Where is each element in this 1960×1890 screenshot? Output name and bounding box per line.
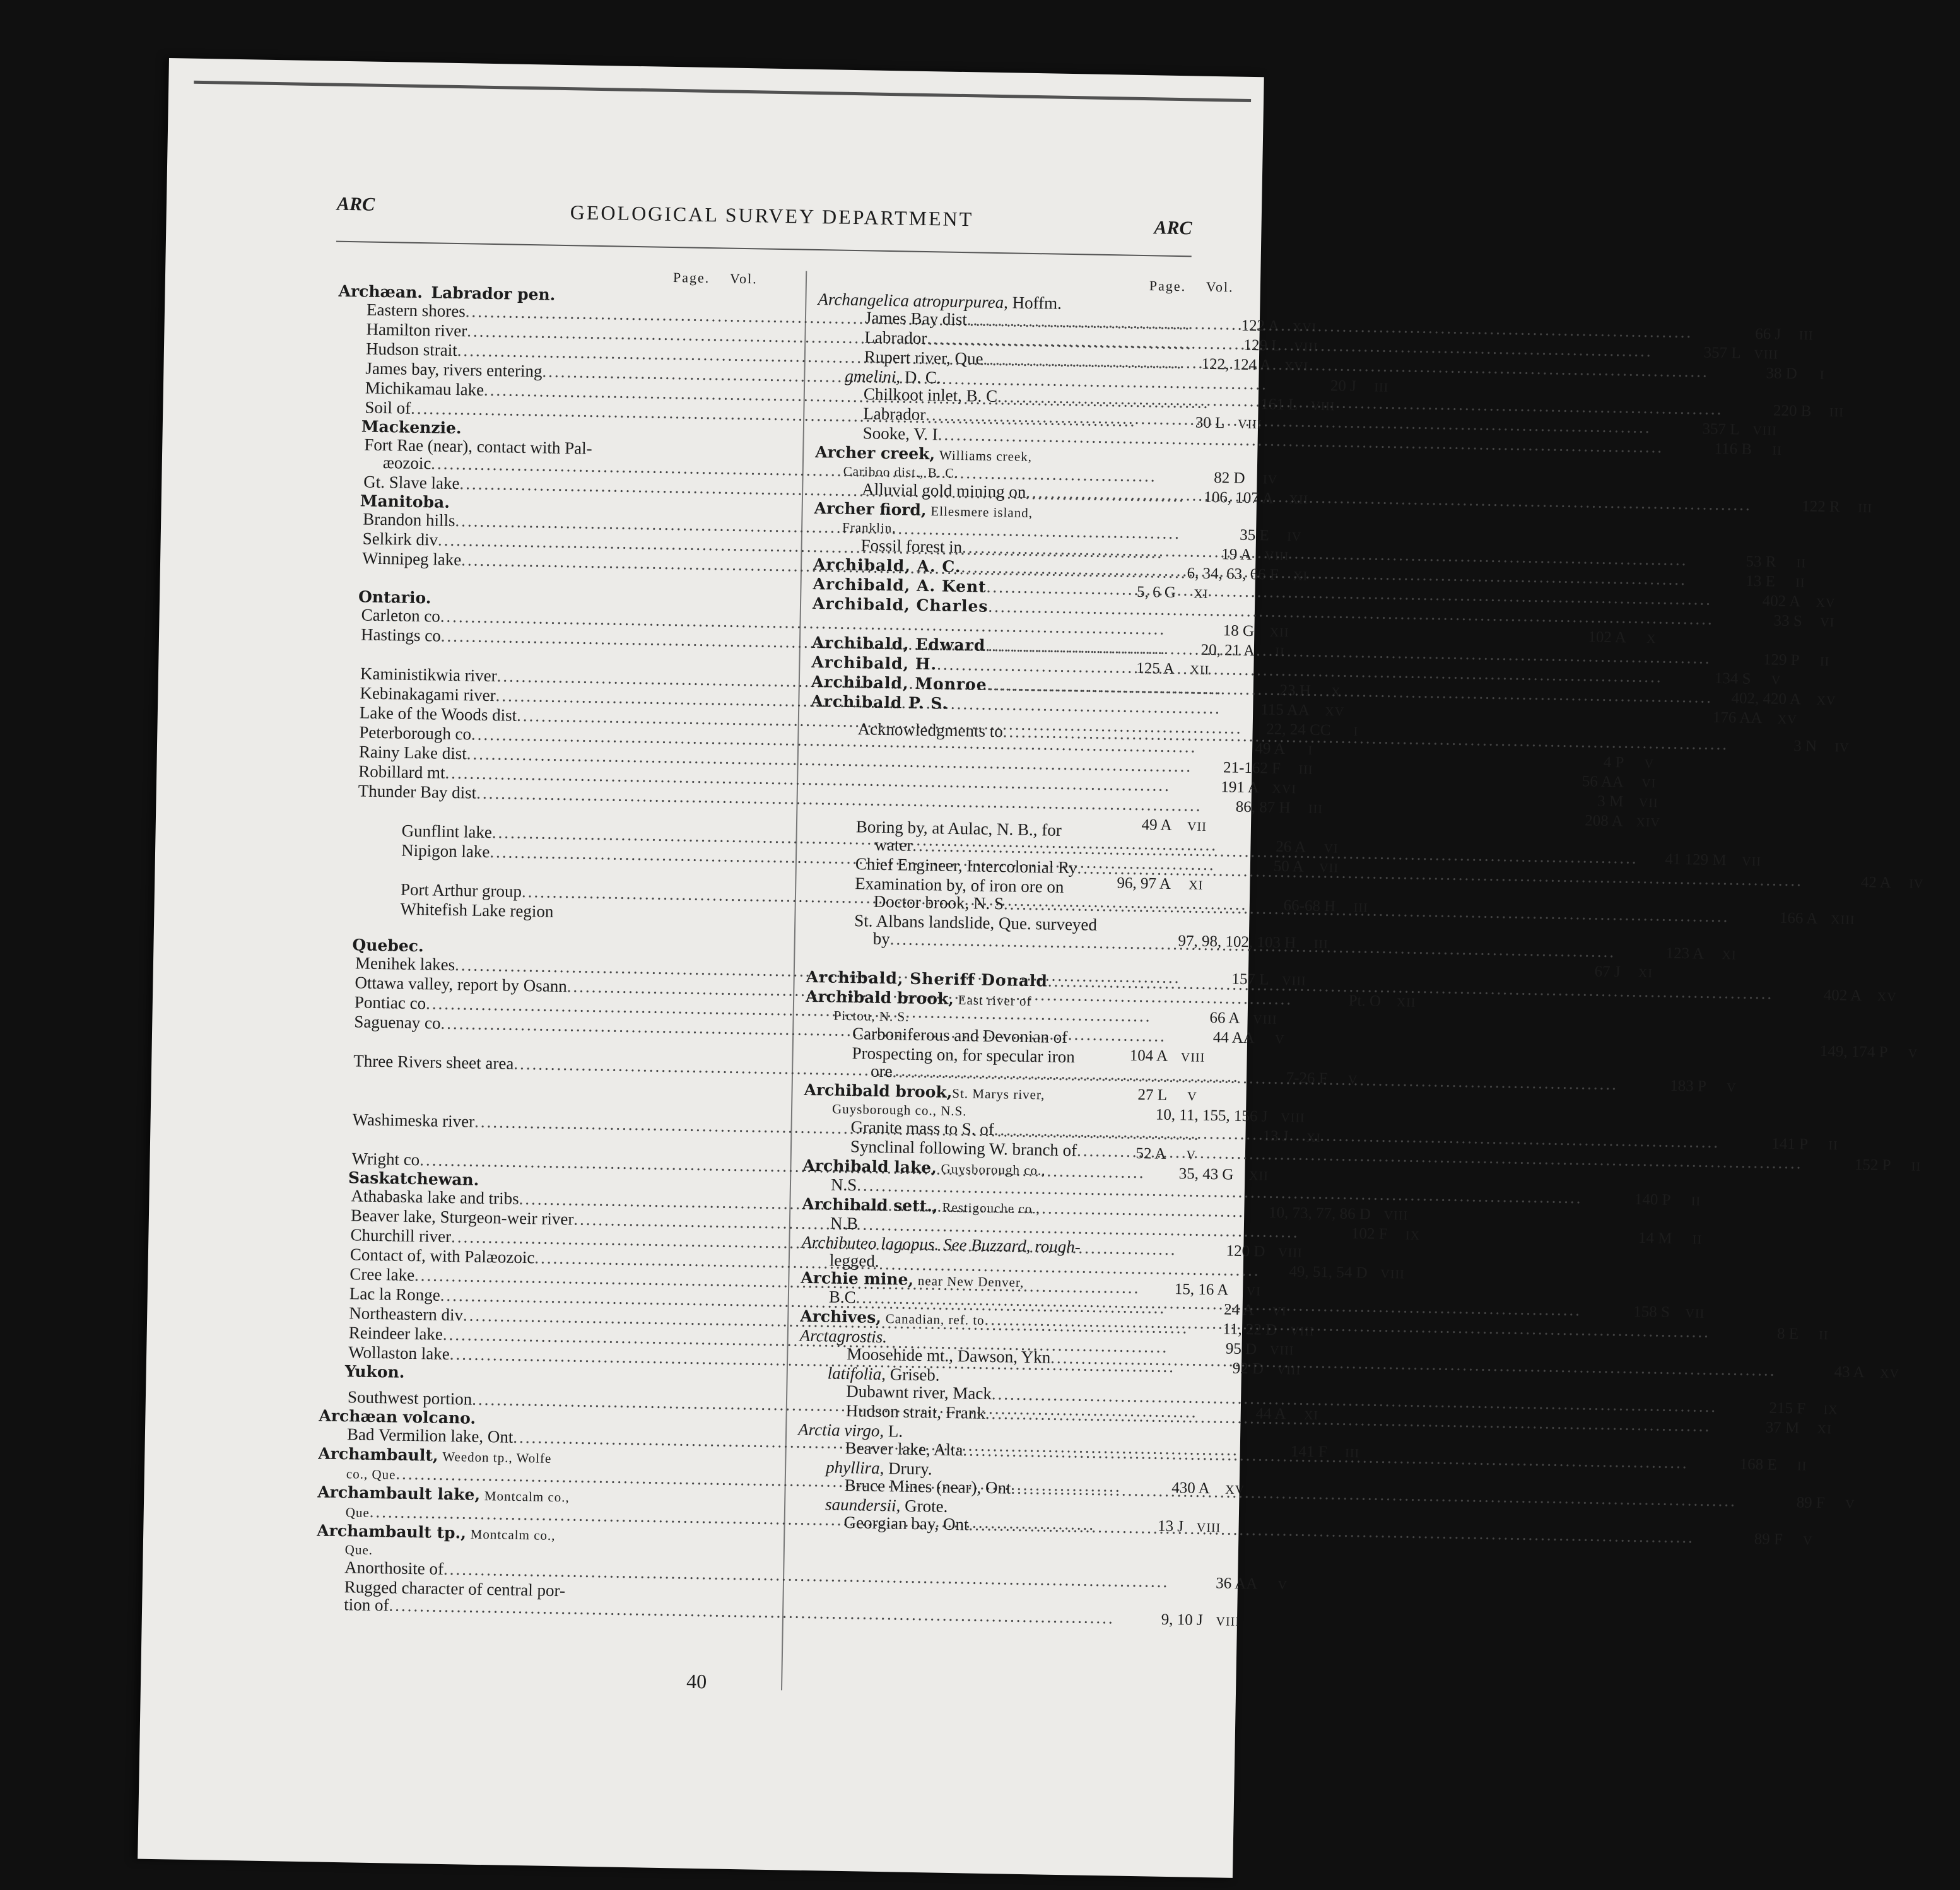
entry-heading: saundersii, Grote. <box>824 1494 948 1516</box>
index-entry: tion of ..... 9, 10 J VIII <box>315 1595 770 1623</box>
index-entry: Labrador ..... 357 L VIII <box>817 327 1271 355</box>
entry-heading-cont: Guysborough co., N.S. <box>831 1101 967 1119</box>
vol-column-label: Vol. <box>1206 278 1234 295</box>
running-head-left: ARC <box>336 193 375 215</box>
entry-heading: Archibald brook, East river of <box>805 987 1032 1009</box>
entry-heading: Archibald brook,St. Marys river, <box>804 1080 1045 1103</box>
index-entry-cont: 97, 98, 102, 103 H III <box>1178 932 1329 952</box>
index-entry: Archibald, H. ..... 134 S V <box>811 653 1265 681</box>
entry-heading: Archambault lake, Montcalm co., <box>317 1482 570 1505</box>
subheading: Mackenzie. <box>361 417 462 438</box>
entry-heading: Archæan volcano. <box>319 1406 476 1428</box>
index-entry: Moosehide mt., Dawson, Ykn ..... 43 A XV <box>799 1344 1253 1372</box>
index-entry: Hudson strait ..... 122, 124 A XVI <box>337 339 792 367</box>
index-entry: Athabaska lake and tribs ..... 10, 73, 77, 86 D VIII <box>322 1187 777 1214</box>
index-entry: Archibald, A. C. ..... 13 E II <box>813 555 1267 583</box>
entry-heading: Archibuteo lagopus. See Buzzard, rough- <box>801 1232 1081 1257</box>
index-entry: Thunder Bay dist ..... 86, 87 H III <box>329 782 783 809</box>
index-entry-cont: 96, 97 A XI <box>1117 874 1204 893</box>
index-entry: Contact of, with Palæozoic ..... 49, 51, 54 D VIII <box>322 1245 776 1273</box>
running-head-right: ARC <box>1154 217 1192 239</box>
subheading: Saskatchewan. <box>348 1168 479 1189</box>
index-entry: Dubawnt river, Mack ..... 215 F IX <box>799 1382 1253 1409</box>
index-entry-line: Examination by, of iron ore on <box>855 874 1064 896</box>
index-entry: Beaver lake, Sturgeon-weir river ..... 102 F IX <box>322 1206 777 1234</box>
index-entry: Carleton co ..... 18 G XII <box>332 606 787 633</box>
index-entry: Carboniferous and Devonian of 149, 174 P V <box>852 1024 1918 1061</box>
index-entry-cont: 67 J XI <box>1594 963 1653 981</box>
index-entry-line: Whitefish Lake region <box>400 899 554 921</box>
index-entry: by ..... 123 A XI <box>807 929 1261 956</box>
index-entry-cont: 125 A XII <box>1136 659 1210 678</box>
index-entry: Nipigon lake ..... 50 A VII <box>329 840 783 868</box>
entry-heading: Archibald sett., Restigouche co., <box>802 1194 1041 1217</box>
index-entry: Beaver lake, Alta ..... 168 E II <box>797 1438 1252 1466</box>
index-entry: Wollaston lake ..... 92 D VIII <box>320 1342 774 1370</box>
index-entry: Gt. Slave lake ..... 106, 107 A XII <box>335 472 789 500</box>
index-entry: Three Rivers sheet area ..... 7-26 F V <box>325 1052 779 1079</box>
entry-heading: gmelini, D. C. <box>845 366 941 387</box>
index-entry-cont: 208 A XIV <box>1585 812 1661 830</box>
index-entry: Bad Vermilion lake, Ont ..... 141 F III <box>319 1424 773 1452</box>
index-entry-cont: 27 L V <box>1137 1086 1197 1104</box>
index-entry: Archibald, Charles ..... 33 S VI <box>813 594 1267 622</box>
index-entry-cont: 104 A VIII <box>1129 1047 1206 1065</box>
index-entry: Fossil forest in ..... 53 R II <box>813 536 1267 563</box>
subheading: Manitoba. <box>360 491 450 512</box>
index-entry: Hudson strait, Frank ..... 37 M XI <box>798 1401 1252 1429</box>
index-entry: æozoic ..... 82 D IV <box>336 453 790 481</box>
index-entry: Saguenay co ..... 44 AA V <box>326 1012 780 1040</box>
index-entry: Eastern shores ..... 122 A XVI <box>338 300 792 328</box>
index-entry-cont: 3 M VII <box>1597 792 1658 811</box>
index-entry: N.B 14 M II <box>830 1213 1703 1247</box>
index-entry: Michikamau lake ..... 161 L VIII <box>337 379 791 406</box>
subheading: Quebec. <box>352 936 424 956</box>
index-entry-cont: 10, 11, 155, 156 J VIII <box>1155 1106 1305 1125</box>
entry-heading: Arctia virgo, L. <box>797 1419 903 1441</box>
index-entry: Archives, Canadian, ref. to ..... 8 E II <box>800 1307 1254 1335</box>
entry-heading-cont: Cariboo dist., B. C. <box>843 463 959 481</box>
running-head-title: GEOLOGICAL SURVEY DEPARTMENT <box>570 201 974 231</box>
index-entry-cont: 52 A V <box>1136 1145 1197 1163</box>
index-entry: Winnipeg lake ..... 6, 34, 63, 66 F XI <box>334 549 788 577</box>
entry-heading: Arctagrostis. <box>799 1325 888 1347</box>
index-entry: Acknowledgments to ..... 3 N IV <box>810 719 1264 747</box>
index-entry: Northeastern div ..... 11, 22 D VIII <box>320 1303 775 1331</box>
index-entry: Sooke, V. I ..... 116 B II <box>816 423 1270 451</box>
entry-heading: Archangelica atropurpurea, Hoffm. <box>818 290 1062 313</box>
index-entry: Rainy Lake dist ..... 21-162 F III <box>331 742 785 770</box>
entry-heading: Archambault, Weedon tp., Wolfe <box>318 1444 552 1466</box>
index-entry: Bruce Mines (near), Ont ..... 89 F V <box>797 1476 1251 1503</box>
index-entry-cont: 56 AA VI <box>1581 773 1657 791</box>
index-entry-line: Prospecting on, for specular iron <box>852 1043 1076 1067</box>
index-entry-cont: 5, 6 G XI <box>1136 583 1209 601</box>
index-entry: Hamilton river ..... 129 L VIII <box>337 320 792 348</box>
vol-column-label: Vol. <box>729 270 758 287</box>
document-page <box>138 58 1924 1878</box>
index-entry: Kebinakagami river ..... 115 AA XV <box>331 684 785 712</box>
index-entry: Washimeska river ..... 13 J XI <box>324 1110 778 1138</box>
index-entry: water ..... 41 129 M VII <box>808 835 1262 862</box>
index-entry: Ottawa valley, report by Osann ..... Pt. O XII <box>326 973 780 1001</box>
index-entry: Cree lake ..... 15, 16 A VI <box>321 1265 775 1293</box>
index-entry: Southwest portion ..... 44 A XI <box>319 1387 773 1415</box>
entry-heading-cont: Franklin. <box>842 519 896 536</box>
index-entry: Chilkoot inlet, B. C ..... 220 B III <box>816 384 1270 412</box>
entry-heading-cont: Pictou, N. S. <box>833 1007 910 1024</box>
index-entry: Archibald P. S. 176 AA XV <box>811 691 1797 727</box>
index-entry: James Bay dist ..... 66 J III <box>818 308 1272 336</box>
index-entry: Labrador ..... 357 L VIII <box>816 404 1270 431</box>
entry-heading: Archambault tp., Montcalm co., <box>317 1521 556 1544</box>
entry-heading: latifolia, Griseb. <box>827 1363 940 1385</box>
index-entry: Rupert river, Que ..... 38 D I <box>817 347 1271 375</box>
index-entry: Peterborough co ..... 49 A I <box>331 723 785 751</box>
index-entry: Reindeer lake ..... 95 D VIII <box>320 1323 774 1351</box>
entry-heading: phyllira, Drury. <box>825 1457 932 1479</box>
entry-heading: Archer fiord, Ellesmere island, <box>814 498 1033 520</box>
entry-heading-cont: Que. <box>344 1542 373 1558</box>
page-column-label: Page. <box>1149 278 1187 295</box>
index-entry: Que ..... 13 J VIII <box>317 1501 772 1529</box>
index-entry: Archibald, Monroe ..... 402, 420 A XV <box>811 672 1265 700</box>
index-entry: Archibald, Sheriff Donald ..... 402 A XV <box>806 968 1260 995</box>
index-entry: Hastings co ..... 20, 21 A II <box>332 625 787 653</box>
index-entry: Anorthosite of ..... 36 AA V <box>316 1558 770 1585</box>
index-entry: Archibald, Edward ..... 129 P II <box>812 633 1266 661</box>
index-entry: Synclinal following W. branch of ..... 152 P II <box>803 1137 1257 1165</box>
index-entry: Lac la Ronge ..... 24 A VI <box>321 1284 775 1312</box>
index-entry: Brandon hills ..... 35 E IV <box>334 510 789 537</box>
entry-heading: Archer creek, Williams creek, <box>815 442 1033 464</box>
index-entry-line: Fort Rae (near), contact with Pal- <box>364 435 592 458</box>
index-entry: Lake of the Woods dist ..... 22, 24 CC I <box>331 703 785 731</box>
index-entry-cont: 4 P V <box>1603 753 1655 772</box>
index-entry: Soil of ..... 30 L VIII <box>336 398 790 426</box>
index-entry: Chief Engineer, Intercolonial Ry ..... 42 A IV <box>808 854 1262 882</box>
subheading: Ontario. <box>358 587 431 608</box>
index-entry: Selkirk div ..... 19 A VIII <box>334 529 788 557</box>
entry-heading: Archæan. Labrador pen. <box>338 281 556 304</box>
index-entry: Kaministikwia river ..... 23 H X <box>332 664 786 692</box>
index-entry: co., Que ..... 430 A XV <box>318 1463 772 1491</box>
index-entry: B.C ..... 158 S VII <box>801 1288 1255 1315</box>
index-entry: Granite mass to S. of ..... 141 P II <box>803 1117 1257 1145</box>
header-rule <box>336 241 1192 257</box>
index-entry: Gunflint lake ..... 26 A VI <box>329 821 783 848</box>
index-entry: Robillard mt ..... 191 A XVI <box>330 762 784 790</box>
index-entry: Wright co ..... 35, 43 G XII <box>323 1149 777 1177</box>
index-entry: Georgian bay, Ont ..... 89 F V <box>796 1513 1250 1541</box>
index-entry: Alluvial gold mining on ..... 122 R III <box>814 479 1269 507</box>
index-entry: Archibald, A. Kent ..... 402 A XV <box>813 575 1267 602</box>
entry-heading: Archibald lake, Guysborough co., <box>802 1156 1046 1178</box>
index-entry: N.S ..... 140 P II <box>802 1175 1257 1203</box>
top-rule <box>194 81 1251 102</box>
index-entry: Menihek lakes ..... 157 L VIII <box>327 954 781 982</box>
page-number: 40 <box>686 1669 707 1693</box>
page-column-label: Page. <box>672 269 710 286</box>
index-entry-cont: 49 A VII <box>1141 816 1207 834</box>
index-entry-cont: 102 A X <box>1588 628 1657 647</box>
entry-heading: Archie mine, near New Denver, <box>801 1268 1024 1290</box>
index-entry: Pontiac co ..... 66 A VIII <box>326 993 780 1021</box>
index-entry: James bay, rivers entering ..... 20 J III <box>337 359 791 387</box>
index-entry: Churchill river ..... 120 D VIII <box>322 1226 776 1253</box>
index-entry-line: Rugged character of central por- <box>344 1577 566 1600</box>
index-entry: ore ..... 183 P V <box>804 1061 1259 1089</box>
subheading: Yukon. <box>344 1362 405 1382</box>
index-entry: Port Arthur group ..... 66-68 H III <box>328 879 782 907</box>
entry-heading-cont: legged. <box>829 1250 879 1271</box>
index-entry: Doctor brook, N. S ..... 166 A XIII <box>807 891 1262 919</box>
index-entry-line: Boring by, at Aulac, N. B., for <box>855 817 1062 840</box>
index-entry-line: St. Albans landslide, Que. surveyed <box>854 911 1098 934</box>
